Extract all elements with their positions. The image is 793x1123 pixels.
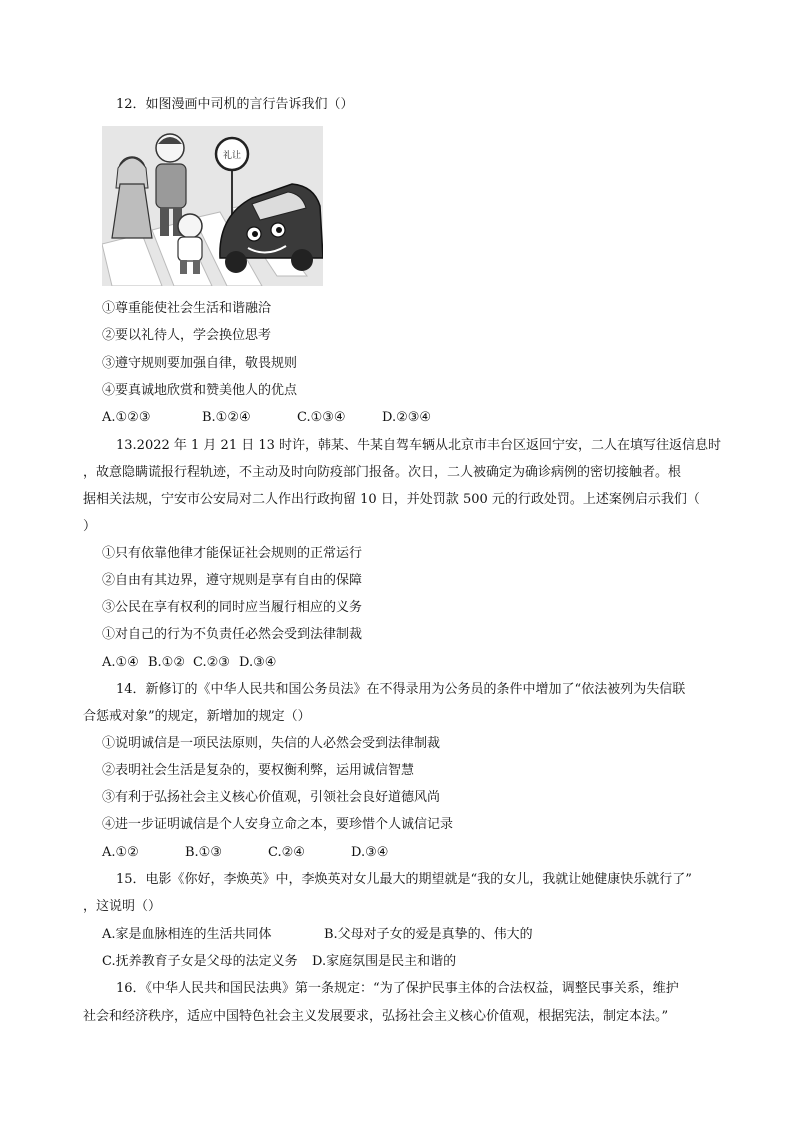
- q13-option-3: ③公民在享有权利的同时应当履行相应的义务: [102, 600, 363, 615]
- q14-choice-d: D.③④: [351, 845, 389, 860]
- q15-choice-c: C.抚养教育子女是父母的法定义务: [102, 954, 298, 969]
- q13-choice-d: D.③④: [239, 655, 277, 670]
- q14-option-1: ①说明诚信是一项民法原则，失信的人必然会受到法律制裁: [102, 736, 441, 751]
- q13-line-4: ）: [83, 519, 97, 534]
- q13-choice-b: B.①②: [148, 655, 185, 670]
- q14-option-3: ③有利于弘扬社会主义核心价值观，引领社会良好道德风尚: [102, 790, 441, 805]
- q14-line-2: 合惩戒对象”的规定，新增加的规定（）: [83, 709, 311, 724]
- q13-choice-a: A.①④: [102, 655, 139, 670]
- q12-choice-d: D.②③④: [382, 410, 432, 425]
- q16-line-1: 16．《中华人民共和国民法典》第一条规定：“为了保护民事主体的合法权益，调整民事关系，维护: [116, 981, 679, 996]
- q14-option-2: ②表明社会生活是复杂的，要权衡利弊，运用诚信智慧: [102, 763, 415, 778]
- q15-choice-d: D.家庭氛围是民主和谐的: [312, 954, 457, 969]
- q13-option-4: ①对自己的行为不负责任必然会受到法律制裁: [102, 627, 363, 642]
- q15-choice-a: A.家是血脉相连的生活共同体: [102, 927, 272, 942]
- q15-choice-b: B.父母对子女的爱是真挚的、伟大的: [324, 927, 533, 942]
- q12-choice-a: A.①②③: [102, 410, 151, 425]
- q12-choice-b: B.①②④: [202, 410, 251, 425]
- q12-option-1: ①尊重能使社会生活和谐融洽: [102, 301, 272, 316]
- q13-option-1: ①只有依靠他律才能保证社会规则的正常运行: [102, 546, 363, 561]
- q13-line-1: 13.2022 年 1 月 21 日 13 时许，韩某、牛某自驾车辆从北京市丰台区返回宁安，二人在填写往返信息时: [116, 438, 722, 453]
- cartoon-illustration: [102, 126, 323, 286]
- q15-line-1: 15．电影《你好，李焕英》中，李焕英对女儿最大的期望就是“我的女儿，我就让她健康快乐就行了”: [116, 872, 692, 887]
- q13-choice-c: C.②③: [193, 655, 230, 670]
- q14-choice-a: A.①②: [102, 845, 139, 860]
- q12-choice-c: C.①③④: [297, 410, 346, 425]
- sign-text: 礼让: [222, 151, 242, 161]
- q12-option-2: ②要以礼待人，学会换位思考: [102, 328, 272, 343]
- q12-option-3: ③遵守规则要加强自律，敬畏规则: [102, 356, 298, 371]
- q16-line-2: 社会和经济秩序，适应中国特色社会主义发展要求，弘扬社会主义核心价值观，根据宪法，制定本法。”: [83, 1009, 669, 1024]
- q14-line-1: 14．新修订的《中华人民共和国公务员法》在不得录用为公务员的条件中增加了“依法被列为失信联: [116, 682, 686, 697]
- q14-choice-c: C.②④: [268, 845, 305, 860]
- q13-option-2: ②自由有其边界，遵守规则是享有自由的保障: [102, 573, 363, 588]
- question-12-stem: 12．如图漫画中司机的言行告诉我们（）: [116, 97, 354, 112]
- cartoon-drawing: [102, 126, 323, 286]
- q15-line-2: ，这说明（）: [83, 899, 162, 914]
- q14-option-4: ④进一步证明诚信是个人安身立命之本，要珍惜个人诚信记录: [102, 817, 454, 832]
- q12-option-4: ④要真诚地欣赏和赞美他人的优点: [102, 383, 298, 398]
- q13-line-3: 据相关法规，宁安市公安局对二人作出行政拘留 10 日，并处罚款 500 元的行政处罚。上述案例启示我们（: [83, 492, 700, 507]
- q14-choice-b: B.①③: [185, 845, 222, 860]
- q13-line-2: ，故意隐瞒谎报行程轨迹，不主动及时向防疫部门报备。次日，二人被确定为确诊病例的密切接触者。根: [83, 465, 682, 480]
